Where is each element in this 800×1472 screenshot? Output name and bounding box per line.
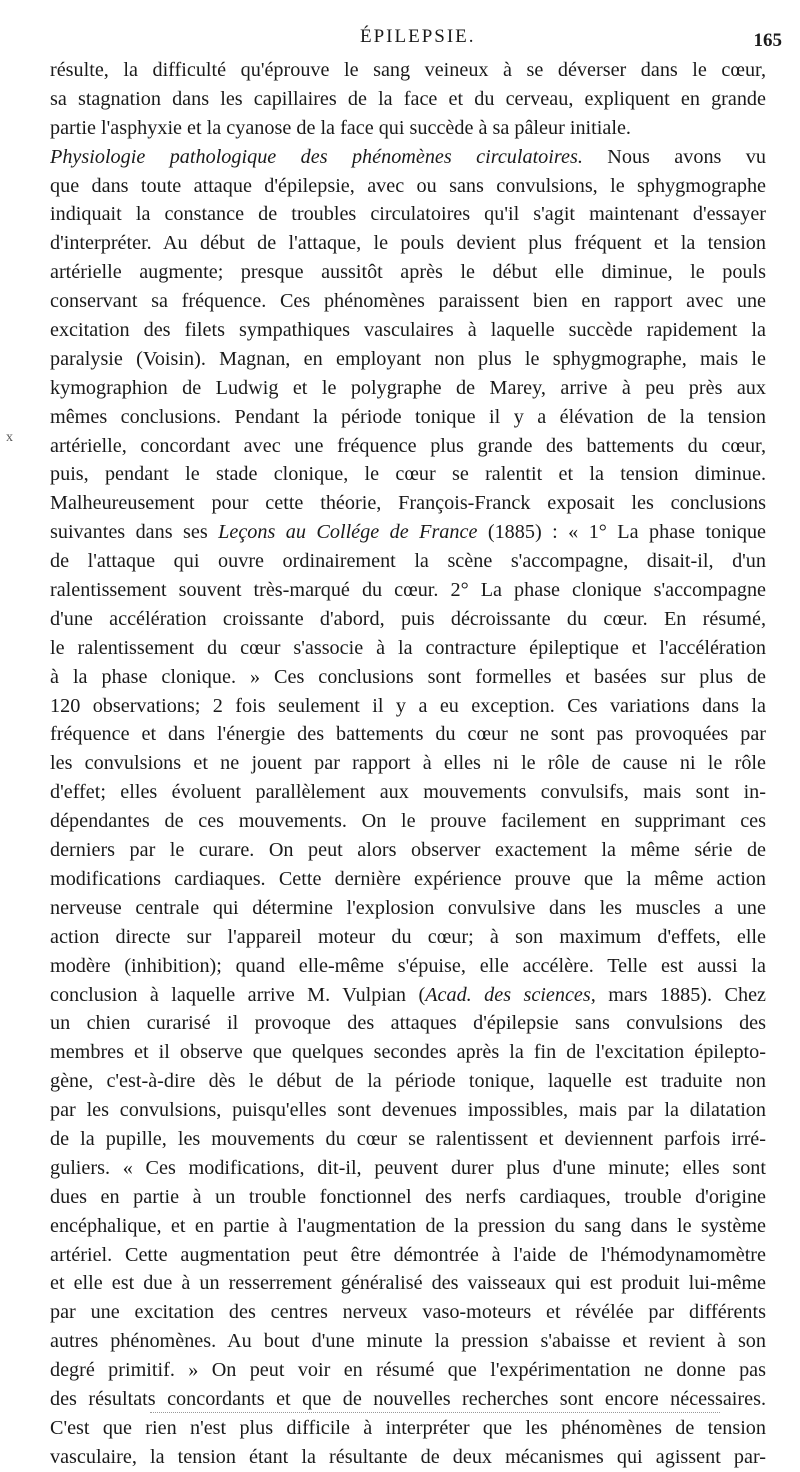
text-line bbox=[50, 952, 766, 981]
text-segment: les convulsions et ne jouent par rapport à elles ni le rôle de cause ni le rôle bbox=[50, 752, 766, 775]
text-segment: dues en partie à un trouble fonctionnel des nerfs cardiaques, trouble d'origine bbox=[50, 1185, 766, 1208]
text-segment: que dans toute attaque d'épilepsie, avec ou sans convulsions, le sphygmographe bbox=[50, 174, 766, 197]
text-segment: dépendantes de ces mouvements. On le prouve facilement en supprimant ces bbox=[50, 810, 766, 833]
text-line bbox=[50, 663, 766, 692]
text-segment: mêmes conclusions. Pendant la période tonique il y a élévation de la tension bbox=[50, 405, 766, 428]
text-line bbox=[50, 547, 766, 576]
text-segment: de l'attaque qui ouvre ordinairement la scène s'accompagne, disait-il, d'un bbox=[50, 550, 766, 573]
text-line bbox=[50, 489, 766, 518]
text-segment: de la pupille, les mouvements du cœur se ralentissent et deviennent parfois irré- bbox=[50, 1127, 766, 1150]
text-segment: degré primitif. » On peut voir en résumé que l'expérimentation ne donne pas bbox=[50, 1359, 766, 1382]
text-line bbox=[50, 807, 766, 836]
text-segment: et elle est due à un resserrement généralisé des vaisseaux qui est produit lui-même bbox=[50, 1272, 766, 1295]
text-segment: le ralentissement du cœur s'associe à la contracture épileptique et l'accélération bbox=[50, 636, 766, 659]
text-line bbox=[50, 403, 766, 432]
text-segment: membres et il observe que quelques secondes après la fin de l'excitation épilepto- bbox=[50, 1041, 766, 1064]
text-line bbox=[50, 1096, 766, 1125]
text-segment: artériel. Cette augmentation peut être démontrée à l'aide de l'hémodynamomètre bbox=[50, 1243, 766, 1266]
italic-segment: Acad. des sciences, bbox=[425, 983, 596, 1006]
text-segment: suivantes dans ses bbox=[50, 521, 219, 544]
text-line bbox=[50, 1327, 766, 1356]
text-segment: partie l'asphyxie et la cyanose de la face qui succède à sa pâleur initiale. bbox=[50, 116, 631, 139]
text-line bbox=[50, 1183, 766, 1212]
text-segment: vasculaire, la tension étant la résultante de deux mécanismes qui agissent par- bbox=[50, 1445, 766, 1468]
text-segment: 120 observations; 2 fois seulement il y a eu exception. Ces variations dans la bbox=[50, 694, 766, 717]
text-segment: Malheureusement pour cette théorie, François-Franck exposait les conclusions bbox=[50, 492, 766, 515]
bottom-rule bbox=[150, 1412, 720, 1413]
text-line bbox=[50, 720, 766, 749]
text-segment: modère (inhibition); quand elle-même s'épuise, elle accélère. Telle est aussi la bbox=[50, 954, 766, 977]
text-line bbox=[50, 1212, 766, 1241]
text-segment: par une excitation des centres nerveux vaso-moteurs et révélée par différents bbox=[50, 1301, 766, 1324]
text-line bbox=[50, 56, 766, 85]
text-line bbox=[50, 1385, 766, 1414]
text-line bbox=[50, 345, 766, 374]
text-line bbox=[50, 200, 766, 229]
text-line bbox=[50, 865, 766, 894]
text-line bbox=[50, 778, 766, 807]
text-line bbox=[50, 1414, 766, 1443]
body-text bbox=[50, 56, 766, 1472]
text-line bbox=[50, 1067, 766, 1096]
text-segment: autres phénomènes. Au bout d'une minute la pression s'abaisse et revient à son bbox=[50, 1330, 766, 1353]
text-segment: gène, c'est-à-dire dès le début de la période tonique, laquelle est traduite non bbox=[50, 1070, 766, 1093]
text-segment: artérielle, concordant avec une fréquence plus grande des battements du cœur, bbox=[50, 434, 766, 457]
text-segment: action directe sur l'appareil moteur du cœur; à son maximum d'effets, elle bbox=[50, 925, 766, 948]
text-line bbox=[50, 287, 766, 316]
text-line bbox=[50, 923, 766, 952]
text-segment: modifications cardiaques. Cette dernière expérience prouve que la même action bbox=[50, 867, 766, 890]
text-line bbox=[50, 605, 766, 634]
text-line bbox=[50, 692, 766, 721]
text-segment: derniers par le curare. On peut alors observer exactement la même série de bbox=[50, 839, 766, 862]
text-line bbox=[50, 1154, 766, 1183]
text-segment: un chien curarisé il provoque des attaques d'épilepsie sans convulsions des bbox=[50, 1012, 766, 1035]
text-segment: résulte, la difficulté qu'éprouve le sang veineux à se déverser dans le cœur, bbox=[50, 59, 766, 81]
text-line bbox=[50, 518, 766, 547]
text-line bbox=[50, 432, 766, 461]
text-segment: à la phase clonique. » Ces conclusions sont formelles et basées sur plus de bbox=[50, 665, 766, 688]
text-segment: des résultats concordants et que de nouvelles recherches sont encore nécessaires. bbox=[50, 1387, 766, 1410]
text-segment: guliers. « Ces modifications, dit-il, peuvent durer plus d'une minute; elles sont bbox=[50, 1156, 766, 1179]
text-line bbox=[50, 894, 766, 923]
text-line bbox=[50, 114, 766, 143]
text-segment: kymographion de Ludwig et le polygraphe de Marey, arrive à peu près aux bbox=[50, 376, 766, 399]
text-line bbox=[50, 1298, 766, 1327]
text-line bbox=[50, 1125, 766, 1154]
text-line bbox=[50, 1269, 766, 1298]
text-line bbox=[50, 316, 766, 345]
text-line bbox=[50, 576, 766, 605]
text-segment: puis, pendant le stade clonique, le cœur se ralentit et la tension diminue. bbox=[50, 463, 766, 486]
text-line bbox=[50, 1443, 766, 1472]
text-line bbox=[50, 85, 766, 114]
margin-mark: x bbox=[6, 430, 13, 445]
text-line bbox=[50, 749, 766, 778]
text-line bbox=[50, 981, 766, 1010]
text-segment: ralentissement souvent très-marqué du cœur. 2° La phase clonique s'accompagne bbox=[50, 579, 766, 602]
text-segment: d'effet; elles évoluent parallèlement aux mouvements convulsifs, mais sont in- bbox=[50, 781, 766, 804]
text-line bbox=[50, 1009, 766, 1038]
text-segment: par les convulsions, puisqu'elles sont devenues impossibles, mais par la dilatation bbox=[50, 1099, 766, 1122]
italic-segment: Physiologie pathologique des phénomènes circulatoires. bbox=[50, 145, 583, 168]
text-line bbox=[50, 172, 766, 201]
text-line bbox=[50, 634, 766, 663]
text-segment: (1885) : « 1° La phase tonique bbox=[477, 521, 766, 544]
text-line bbox=[50, 258, 766, 287]
text-line bbox=[50, 374, 766, 403]
text-line bbox=[50, 1356, 766, 1385]
text-line bbox=[50, 143, 766, 172]
text-line bbox=[50, 229, 766, 258]
text-segment: excitation des filets sympathiques vasculaires à laquelle succède rapidement la bbox=[50, 319, 766, 342]
text-line bbox=[50, 836, 766, 865]
text-segment: d'interpréter. Au début de l'attaque, le pouls devient plus fréquent et la tension bbox=[50, 232, 766, 255]
text-segment: sa stagnation dans les capillaires de la face et du cerveau, expliquent en grande bbox=[50, 87, 766, 110]
running-title: ÉPILEPSIE. bbox=[360, 26, 476, 47]
text-segment: d'une accélération croissante d'abord, puis décroissante du cœur. En résumé, bbox=[50, 607, 766, 630]
italic-segment: Leçons au Collége de France bbox=[218, 521, 478, 544]
page-number: 165 bbox=[753, 30, 782, 51]
text-segment: mars 1885). Chez bbox=[595, 983, 766, 1006]
text-line bbox=[50, 1038, 766, 1067]
text-segment: conservant sa fréquence. Ces phénomènes paraissent bien en rapport avec une bbox=[50, 290, 766, 313]
text-segment: conclusion à laquelle arrive M. Vulpian ( bbox=[50, 983, 426, 1006]
text-segment: fréquence et dans l'énergie des battements du cœur ne sont pas provoquées par bbox=[50, 723, 766, 746]
text-segment: indiquait la constance de troubles circulatoires qu'il s'agit maintenant d'essayer bbox=[50, 203, 766, 226]
text-segment: paralysie (Voisin). Magnan, en employant non plus le sphygmographe, mais le bbox=[50, 347, 766, 370]
text-line bbox=[50, 460, 766, 489]
text-segment: Nous avons vu bbox=[582, 145, 766, 168]
text-segment: nerveuse centrale qui détermine l'explosion convulsive dans les muscles a une bbox=[50, 896, 766, 919]
running-header bbox=[0, 26, 800, 56]
text-segment: artérielle augmente; presque aussitôt après le début elle diminue, le pouls bbox=[50, 261, 766, 284]
text-segment: C'est que rien n'est plus difficile à interpréter que les phénomènes de tension bbox=[50, 1416, 766, 1439]
text-line bbox=[50, 1241, 766, 1270]
text-segment: encéphalique, et en partie à l'augmentation de la pression du sang dans le système bbox=[50, 1214, 766, 1237]
